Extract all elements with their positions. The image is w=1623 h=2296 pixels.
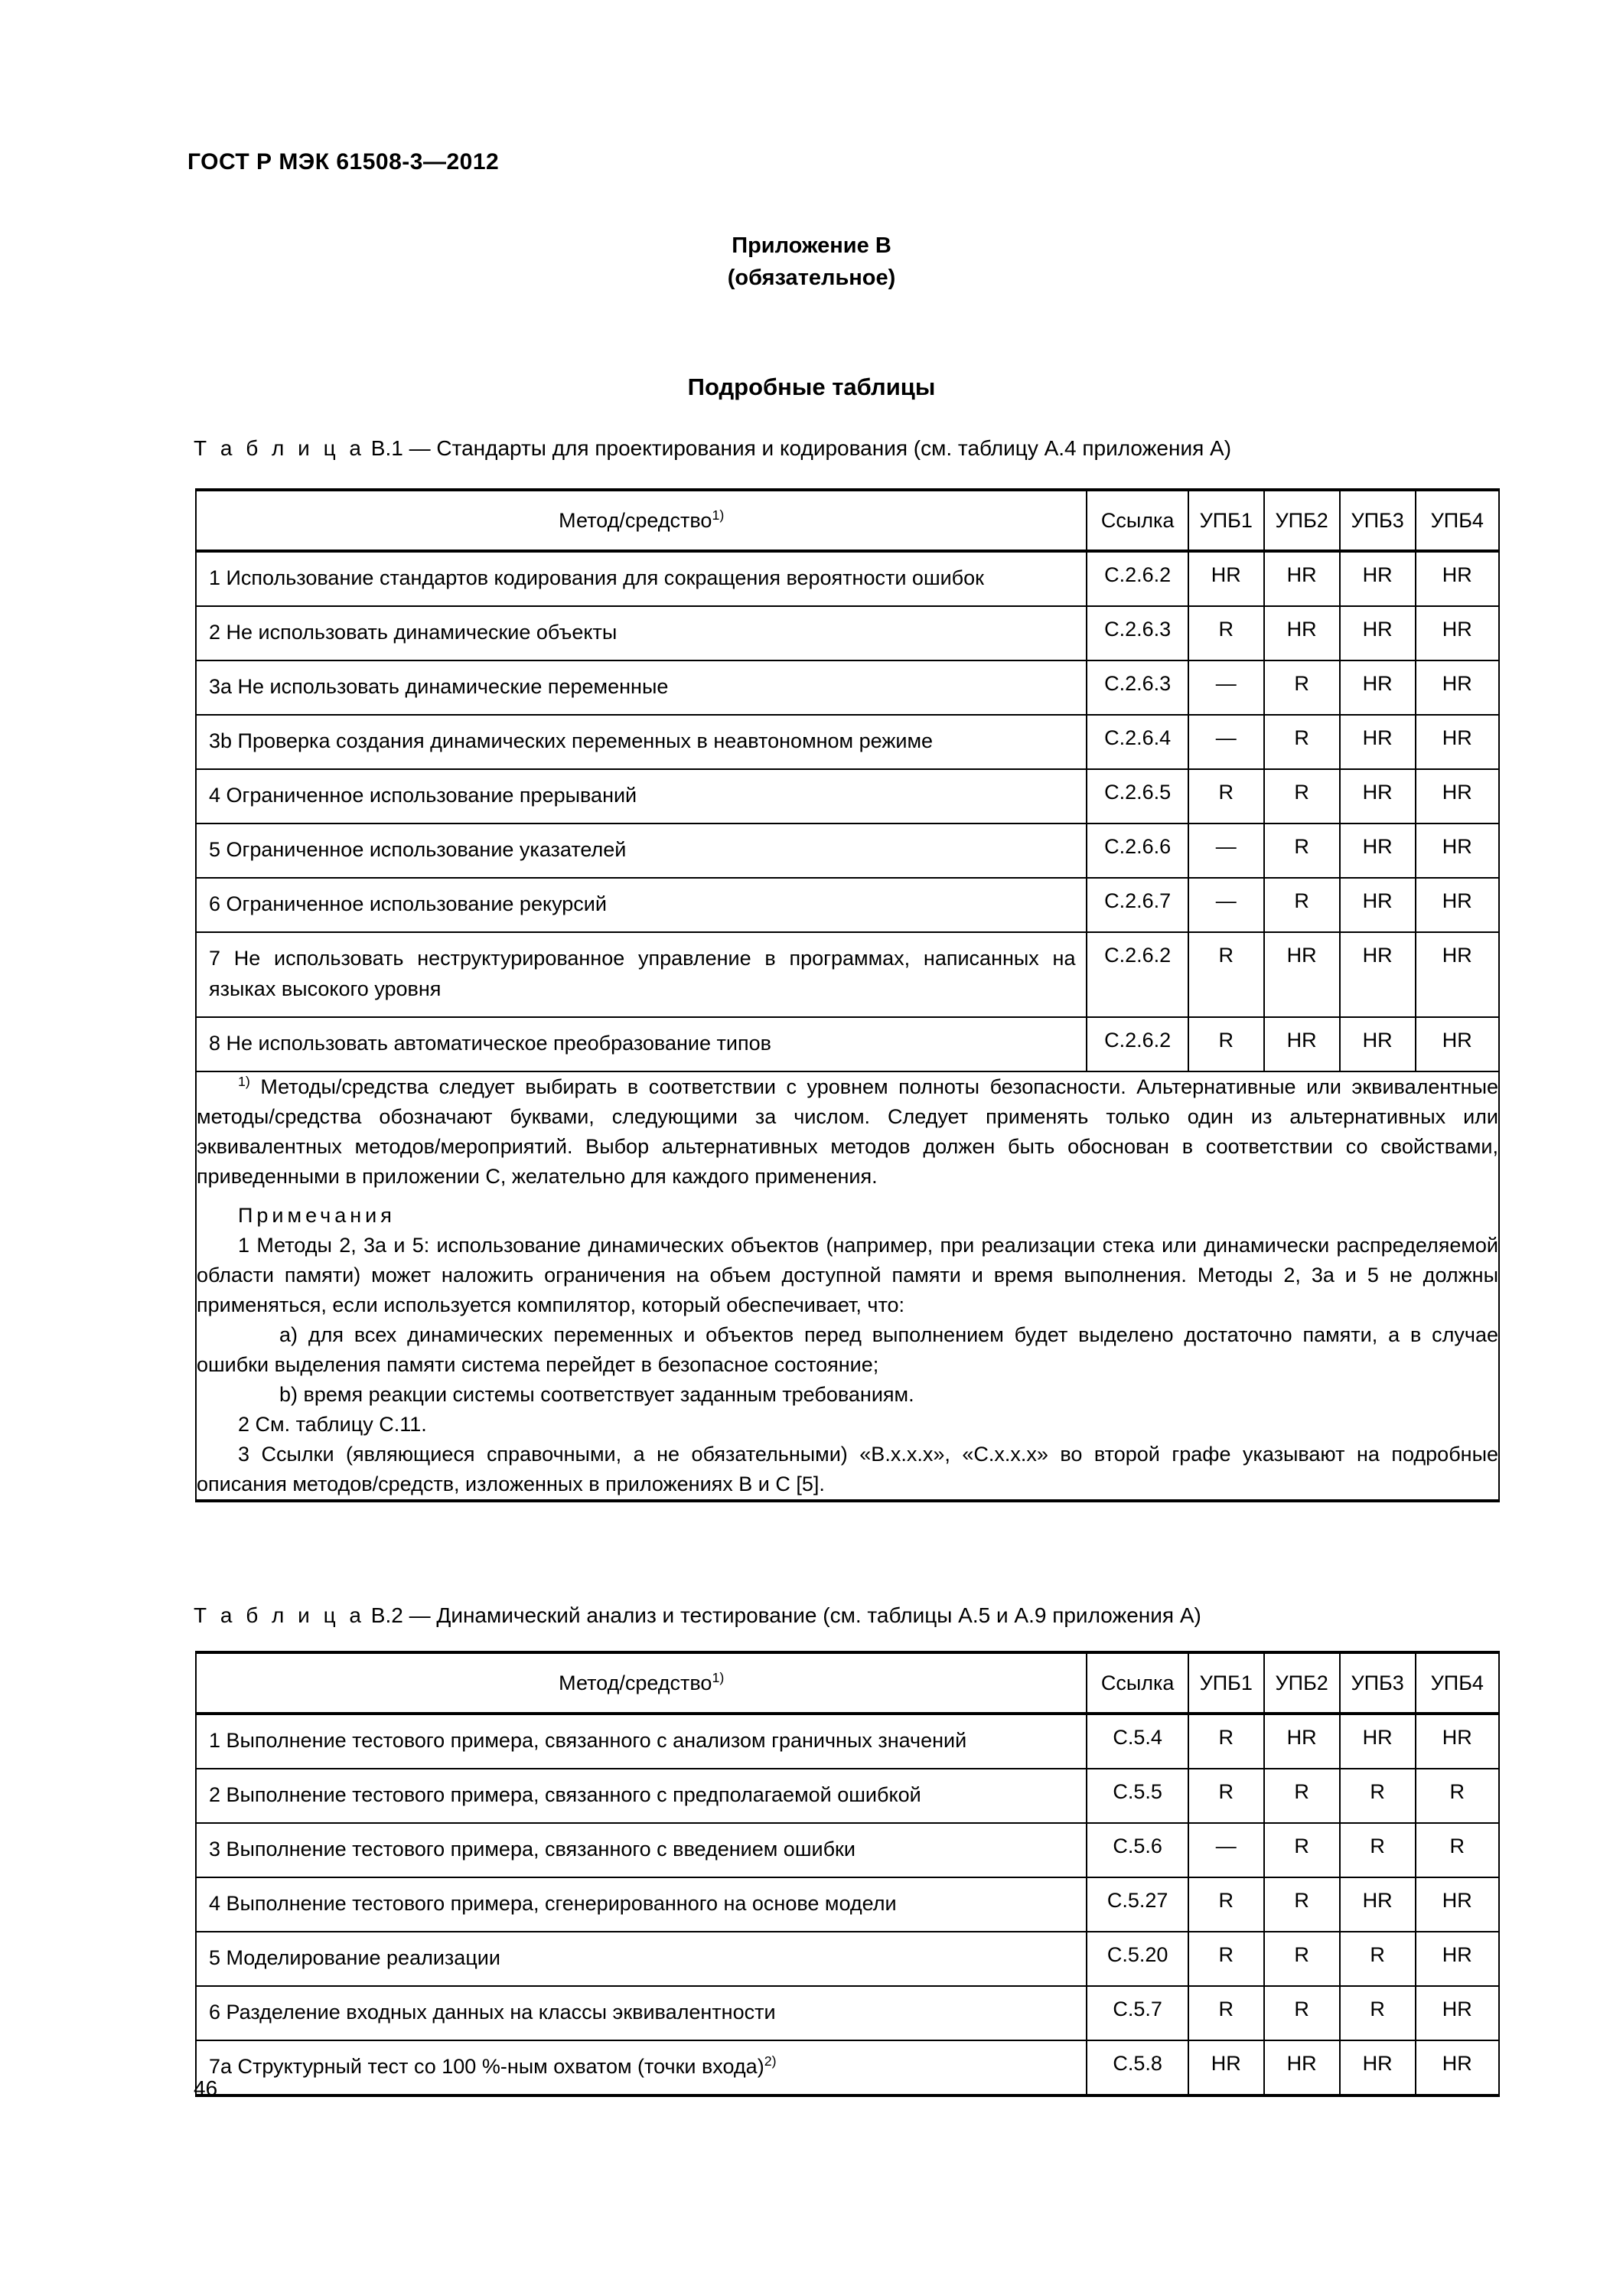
cell-sil2: R (1264, 823, 1340, 878)
table-b1-caption-text: В.1 — Стандарты для проектирования и кодирования (см. таблицу А.4 приложения А) (370, 436, 1232, 460)
cell-reference: С.2.6.2 (1087, 551, 1188, 606)
annex-title: Приложение В (732, 233, 891, 258)
table-b1-caption-label: Т а б л и ц а (194, 436, 365, 460)
table-b2-header (196, 1652, 1499, 1714)
table-row (196, 1877, 1499, 1932)
column-header-sil3: УПБ3 (1340, 1652, 1416, 1714)
cell-method: 6 Ограниченное использование рекурсий (196, 878, 1087, 932)
cell-sil2: R (1264, 1823, 1340, 1877)
cell-sil3: R (1340, 1769, 1416, 1823)
table-b1-header (196, 490, 1499, 551)
cell-sil3: HR (1340, 769, 1416, 823)
cell-method: 5 Ограниченное использование указателей (196, 823, 1087, 878)
table-row (196, 1714, 1499, 1769)
table-row (196, 551, 1499, 606)
cell-sil3: HR (1340, 551, 1416, 606)
table-row (196, 490, 1499, 551)
annex-subtitle: (обязательное) (727, 266, 896, 290)
column-header-sil2: УПБ2 (1264, 1652, 1340, 1714)
cell-sil4: HR (1416, 1714, 1499, 1769)
cell-method (196, 2040, 1087, 2095)
note-item-2: 2 См. таблицу С.11. (238, 1413, 427, 1436)
cell-method: 6 Разделение входных данных на классы эквивалентности (196, 1986, 1087, 2040)
table-row (196, 1823, 1499, 1877)
cell-method: 2 Выполнение тестового примера, связанного с предполагаемой ошибкой (196, 1769, 1087, 1823)
footnote-marker: 1) (712, 1670, 725, 1685)
cell-method: 4 Ограниченное использование прерываний (196, 769, 1087, 823)
cell-sil1: HR (1188, 2040, 1264, 2095)
cell-reference: С.5.4 (1087, 1714, 1188, 1769)
table-row (196, 823, 1499, 878)
cell-sil3: HR (1340, 2040, 1416, 2095)
cell-reference: С.2.6.5 (1087, 769, 1188, 823)
cell-sil1: — (1188, 1823, 1264, 1877)
table-b2 (195, 1651, 1500, 2097)
annex-heading (0, 230, 1623, 294)
column-header-method-label: Метод/средство (559, 509, 712, 532)
cell-method: 8 Не использовать автоматическое преобразование типов (196, 1017, 1087, 1071)
cell-sil4: HR (1416, 1017, 1499, 1071)
cell-sil1: R (1188, 769, 1264, 823)
table-b1-caption (194, 436, 1231, 461)
cell-sil1: — (1188, 823, 1264, 878)
table-b1 (195, 488, 1500, 1502)
column-header-sil1: УПБ1 (1188, 490, 1264, 551)
cell-sil4: HR (1416, 1877, 1499, 1932)
cell-reference: С.2.6.7 (1087, 878, 1188, 932)
cell-reference: С.5.27 (1087, 1877, 1188, 1932)
table-row (196, 1017, 1499, 1071)
table-row (196, 932, 1499, 1017)
note-item-1a: a) для всех динамических переменных и объектов перед выполнением будет выделено достаточно памяти, а в случае ошибки выделения памяти система перейдет в безопасное состояние; (197, 1323, 1498, 1376)
column-header-sil4: УПБ4 (1416, 490, 1499, 551)
cell-sil3: HR (1340, 878, 1416, 932)
footnote-marker: 1) (712, 507, 725, 523)
cell-method: 1 Выполнение тестового примера, связанного с анализом граничных значений (196, 1714, 1087, 1769)
table-row (196, 878, 1499, 932)
cell-sil3: HR (1340, 823, 1416, 878)
cell-sil4: HR (1416, 551, 1499, 606)
cell-sil1: — (1188, 660, 1264, 715)
cell-reference: С.2.6.6 (1087, 823, 1188, 878)
cell-reference: С.5.8 (1087, 2040, 1188, 2095)
cell-sil3: R (1340, 1932, 1416, 1986)
cell-reference: С.5.5 (1087, 1769, 1188, 1823)
table-row (196, 1986, 1499, 2040)
cell-method: 4 Выполнение тестового примера, сгенерированного на основе модели (196, 1877, 1087, 1932)
cell-sil4: HR (1416, 769, 1499, 823)
page-title: Подробные таблицы (687, 373, 936, 400)
cell-sil3: HR (1340, 932, 1416, 1017)
cell-sil2: R (1264, 1877, 1340, 1932)
cell-sil4: HR (1416, 660, 1499, 715)
page-number: 46 (194, 2076, 218, 2100)
table-b1-body (196, 551, 1499, 1501)
cell-sil3: R (1340, 1823, 1416, 1877)
column-header-method-label: Метод/средство (559, 1671, 712, 1694)
cell-sil3: R (1340, 1986, 1416, 2040)
cell-sil2: R (1264, 715, 1340, 769)
cell-sil1: R (1188, 1986, 1264, 2040)
cell-method: 1 Использование стандартов кодирования для сокращения вероятности ошибок (196, 551, 1087, 606)
footnote-marker: 2) (764, 2053, 777, 2069)
note-item-3: 3 Ссылки (являющиеся справочными, а не обязательными) «В.х.х.х», «С.х.х.х» во второй графе указывают на подробные описания методов/средств, изложенных в приложениях В и С [5]. (197, 1443, 1498, 1495)
cell-reference: С.2.6.3 (1087, 606, 1188, 660)
table-b2-body (196, 1714, 1499, 2095)
column-header-reference: Ссылка (1087, 1652, 1188, 1714)
cell-sil4: R (1416, 1823, 1499, 1877)
cell-method: 3a Не использовать динамические переменные (196, 660, 1087, 715)
cell-sil1: — (1188, 878, 1264, 932)
table-row (196, 769, 1499, 823)
table-b2-caption (194, 1603, 1201, 1628)
table-row (196, 660, 1499, 715)
cell-reference: С.2.6.2 (1087, 932, 1188, 1017)
cell-sil2: R (1264, 1932, 1340, 1986)
column-header-method (196, 1652, 1087, 1714)
table-row (196, 1769, 1499, 1823)
table-row (196, 2040, 1499, 2095)
cell-sil2: HR (1264, 551, 1340, 606)
column-header-sil4: УПБ4 (1416, 1652, 1499, 1714)
cell-method: 2 Не использовать динамические объекты (196, 606, 1087, 660)
cell-sil2: HR (1264, 606, 1340, 660)
notes-heading: Примечания (238, 1204, 396, 1227)
column-header-method (196, 490, 1087, 551)
table-b2-caption-text: В.2 — Динамический анализ и тестирование (см. таблицы А.5 и А.9 приложения А) (370, 1603, 1201, 1627)
cell-sil1: R (1188, 1714, 1264, 1769)
cell-reference: С.5.7 (1087, 1986, 1188, 2040)
note-item-1b: b) время реакции системы соответствует заданным требованиям. (279, 1383, 914, 1406)
table-row (196, 606, 1499, 660)
table-row (196, 1071, 1499, 1501)
cell-sil3: HR (1340, 715, 1416, 769)
cell-sil2: R (1264, 1986, 1340, 2040)
table-row (196, 715, 1499, 769)
cell-sil3: HR (1340, 1877, 1416, 1932)
cell-sil4: HR (1416, 932, 1499, 1017)
table-row (196, 1652, 1499, 1714)
cell-sil4: R (1416, 1769, 1499, 1823)
cell-sil2: HR (1264, 2040, 1340, 2095)
cell-sil4: HR (1416, 715, 1499, 769)
cell-sil2: HR (1264, 1714, 1340, 1769)
running-head: ГОСТ Р МЭК 61508-3—2012 (187, 149, 500, 174)
column-header-sil1: УПБ1 (1188, 1652, 1264, 1714)
cell-method: 5 Моделирование реализации (196, 1932, 1087, 1986)
cell-sil4: HR (1416, 2040, 1499, 2095)
column-header-sil2: УПБ2 (1264, 490, 1340, 551)
cell-reference: С.2.6.4 (1087, 715, 1188, 769)
cell-sil1: R (1188, 606, 1264, 660)
cell-sil1: R (1188, 932, 1264, 1017)
cell-sil2: R (1264, 1769, 1340, 1823)
cell-sil1: R (1188, 1017, 1264, 1071)
cell-sil2: HR (1264, 932, 1340, 1017)
cell-sil3: HR (1340, 660, 1416, 715)
cell-sil2: R (1264, 660, 1340, 715)
cell-sil2: HR (1264, 1017, 1340, 1071)
cell-sil1: R (1188, 1877, 1264, 1932)
cell-sil4: HR (1416, 1932, 1499, 1986)
cell-method-text: 7a Структурный тест со 100 %-ным охватом (точки входа) (209, 2055, 764, 2078)
cell-sil1: R (1188, 1932, 1264, 1986)
footnote-marker: 1) (238, 1074, 250, 1089)
note-item-1: 1 Методы 2, 3а и 5: использование динамических объектов (например, при реализации стека или динамически распределяемой области памяти) может наложить ограничения на объем доступной памяти и время выполнения. Методы 2, 3а и 5 не должны применяться, если используется компилятор, который обеспечивает, что: (197, 1234, 1498, 1316)
cell-sil1: HR (1188, 551, 1264, 606)
cell-sil3: HR (1340, 1714, 1416, 1769)
cell-sil4: HR (1416, 1986, 1499, 2040)
table-row (196, 1932, 1499, 1986)
footnote-1-text: Методы/средства следует выбирать в соответствии с уровнем полноты безопасности. Альтернативные или эквивалентные методы/средства обозначают буквами, следующими за числом. Следует применять только один из альтернативных или эквивалентных методов/мероприятий. Выбор альтернативных методов должен быть обоснован в соответствии со свойствами, приведенными в приложении С, желательно для каждого применения. (197, 1075, 1498, 1188)
footnote-1 (197, 1072, 1498, 1192)
cell-sil2: R (1264, 769, 1340, 823)
cell-reference: С.5.20 (1087, 1932, 1188, 1986)
cell-sil3: HR (1340, 606, 1416, 660)
table-b1-notes (196, 1071, 1499, 1501)
table-b2-caption-label: Т а б л и ц а (194, 1603, 365, 1627)
cell-sil3: HR (1340, 1017, 1416, 1071)
cell-sil4: HR (1416, 878, 1499, 932)
cell-method: 3b Проверка создания динамических переменных в неавтономном режиме (196, 715, 1087, 769)
cell-sil1: R (1188, 1769, 1264, 1823)
column-header-sil3: УПБ3 (1340, 490, 1416, 551)
cell-reference: С.2.6.3 (1087, 660, 1188, 715)
cell-sil4: HR (1416, 823, 1499, 878)
column-header-reference: Ссылка (1087, 490, 1188, 551)
cell-sil1: — (1188, 715, 1264, 769)
cell-sil2: R (1264, 878, 1340, 932)
cell-method: 7 Не использовать неструктурированное управление в программах, написанных на языках высокого уровня (196, 932, 1087, 1017)
cell-sil4: HR (1416, 606, 1499, 660)
cell-reference: С.5.6 (1087, 1823, 1188, 1877)
cell-method: 3 Выполнение тестового примера, связанного с введением ошибки (196, 1823, 1087, 1877)
cell-reference: С.2.6.2 (1087, 1017, 1188, 1071)
